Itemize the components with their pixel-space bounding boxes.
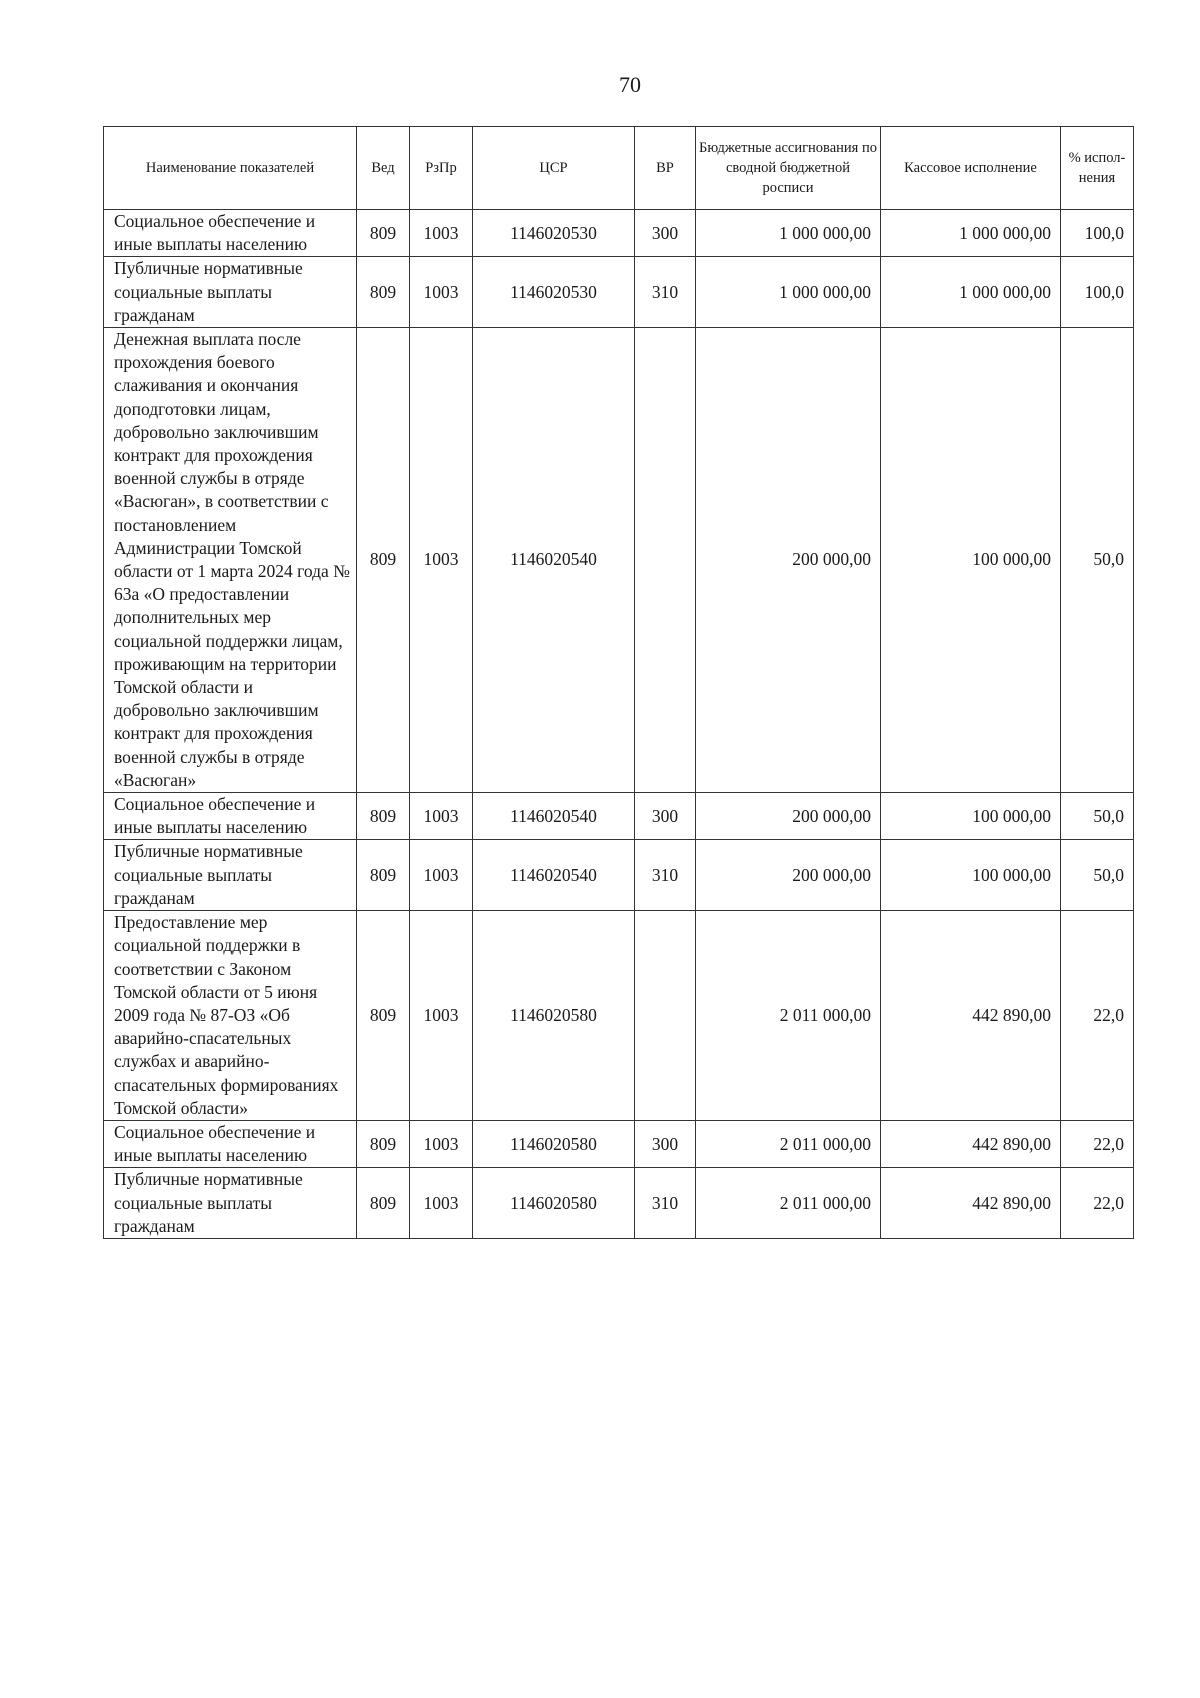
row-rzpr: 1003 — [410, 1120, 473, 1167]
row-rzpr: 1003 — [410, 210, 473, 257]
row-percent: 22,0 — [1061, 911, 1134, 1121]
row-ved: 809 — [357, 840, 410, 911]
page-number: 70 — [619, 72, 641, 97]
row-vr: 310 — [635, 840, 696, 911]
row-csr: 1146020530 — [473, 257, 635, 328]
row-csr: 1146020580 — [473, 911, 635, 1121]
row-name: Публичные нормативные социальные выплаты гражданам — [104, 257, 357, 328]
row-rzpr: 1003 — [410, 911, 473, 1121]
row-cash: 1 000 000,00 — [881, 210, 1061, 257]
table-row — [104, 1168, 1134, 1239]
row-cash: 442 890,00 — [881, 1120, 1061, 1167]
row-ved: 809 — [357, 1120, 410, 1167]
row-ved: 809 — [357, 1168, 410, 1239]
table-row — [104, 257, 1134, 328]
row-name: Социальное обеспечение и иные выплаты населению — [104, 793, 357, 840]
row-vr: 300 — [635, 210, 696, 257]
row-name: Публичные нормативные социальные выплаты гражданам — [104, 840, 357, 911]
header-budget: Бюджетные ассигнования по сводной бюджетной росписи — [696, 127, 881, 210]
row-budget: 1 000 000,00 — [696, 257, 881, 328]
row-vr: 310 — [635, 257, 696, 328]
row-budget: 2 011 000,00 — [696, 1120, 881, 1167]
row-name: Публичные нормативные социальные выплаты гражданам — [104, 1168, 357, 1239]
table-row — [104, 328, 1134, 793]
row-vr: 300 — [635, 793, 696, 840]
header-rzpr: РзПр — [410, 127, 473, 210]
budget-table — [103, 126, 1134, 1239]
row-csr: 1146020540 — [473, 840, 635, 911]
row-vr: 310 — [635, 1168, 696, 1239]
row-budget: 2 011 000,00 — [696, 1168, 881, 1239]
table-row — [104, 911, 1134, 1121]
row-budget: 200 000,00 — [696, 840, 881, 911]
row-ved: 809 — [357, 328, 410, 793]
table-row — [104, 1120, 1134, 1167]
row-rzpr: 1003 — [410, 840, 473, 911]
table-row — [104, 210, 1134, 257]
header-cash: Кассовое исполнение — [881, 127, 1061, 210]
header-percent: % испол-нения — [1061, 127, 1134, 210]
row-rzpr: 1003 — [410, 257, 473, 328]
row-cash: 442 890,00 — [881, 911, 1061, 1121]
row-budget: 200 000,00 — [696, 328, 881, 793]
row-percent: 22,0 — [1061, 1120, 1134, 1167]
table-row — [104, 793, 1134, 840]
row-rzpr: 1003 — [410, 793, 473, 840]
row-csr: 1146020580 — [473, 1168, 635, 1239]
row-percent: 50,0 — [1061, 840, 1134, 911]
row-csr: 1146020540 — [473, 328, 635, 793]
row-cash: 100 000,00 — [881, 328, 1061, 793]
table-header-row — [104, 127, 1134, 210]
row-ved: 809 — [357, 257, 410, 328]
row-cash: 442 890,00 — [881, 1168, 1061, 1239]
row-percent: 100,0 — [1061, 257, 1134, 328]
row-budget: 2 011 000,00 — [696, 911, 881, 1121]
row-name: Денежная выплата после прохождения боевого слаживания и окончания доподготовки лицам, добровольно заключившим контракт для прохождения военной службы в отряде «Васюган», в соответствии с постановлением Администрации Томской области от 1 марта 2024 года № 63а «О предоставлении дополнительных мер социальной поддержки лицам, проживающим на территории Томской области и добровольно заключившим контракт для прохождения военной службы в отряде «Васюган» — [104, 328, 357, 793]
row-percent: 50,0 — [1061, 793, 1134, 840]
row-csr: 1146020540 — [473, 793, 635, 840]
row-ved: 809 — [357, 911, 410, 1121]
row-percent: 50,0 — [1061, 328, 1134, 793]
row-name: Социальное обеспечение и иные выплаты населению — [104, 1120, 357, 1167]
row-budget: 200 000,00 — [696, 793, 881, 840]
table-row — [104, 840, 1134, 911]
row-csr: 1146020530 — [473, 210, 635, 257]
row-budget: 1 000 000,00 — [696, 210, 881, 257]
row-percent: 100,0 — [1061, 210, 1134, 257]
header-vr: ВР — [635, 127, 696, 210]
row-ved: 809 — [357, 210, 410, 257]
row-cash: 1 000 000,00 — [881, 257, 1061, 328]
row-vr: 300 — [635, 1120, 696, 1167]
row-cash: 100 000,00 — [881, 840, 1061, 911]
header-ved: Вед — [357, 127, 410, 210]
row-name: Предоставление мер социальной поддержки в соответствии с Законом Томской области от 5 июня 2009 года № 87-ОЗ «Об аварийно-спасательных службах и аварийно-спасательных формированиях Томской области» — [104, 911, 357, 1121]
row-vr — [635, 328, 696, 793]
row-rzpr: 1003 — [410, 328, 473, 793]
row-ved: 809 — [357, 793, 410, 840]
row-percent: 22,0 — [1061, 1168, 1134, 1239]
row-csr: 1146020580 — [473, 1120, 635, 1167]
header-csr: ЦСР — [473, 127, 635, 210]
row-vr — [635, 911, 696, 1121]
row-name: Социальное обеспечение и иные выплаты населению — [104, 210, 357, 257]
header-name: Наименование показателей — [104, 127, 357, 210]
row-rzpr: 1003 — [410, 1168, 473, 1239]
row-cash: 100 000,00 — [881, 793, 1061, 840]
